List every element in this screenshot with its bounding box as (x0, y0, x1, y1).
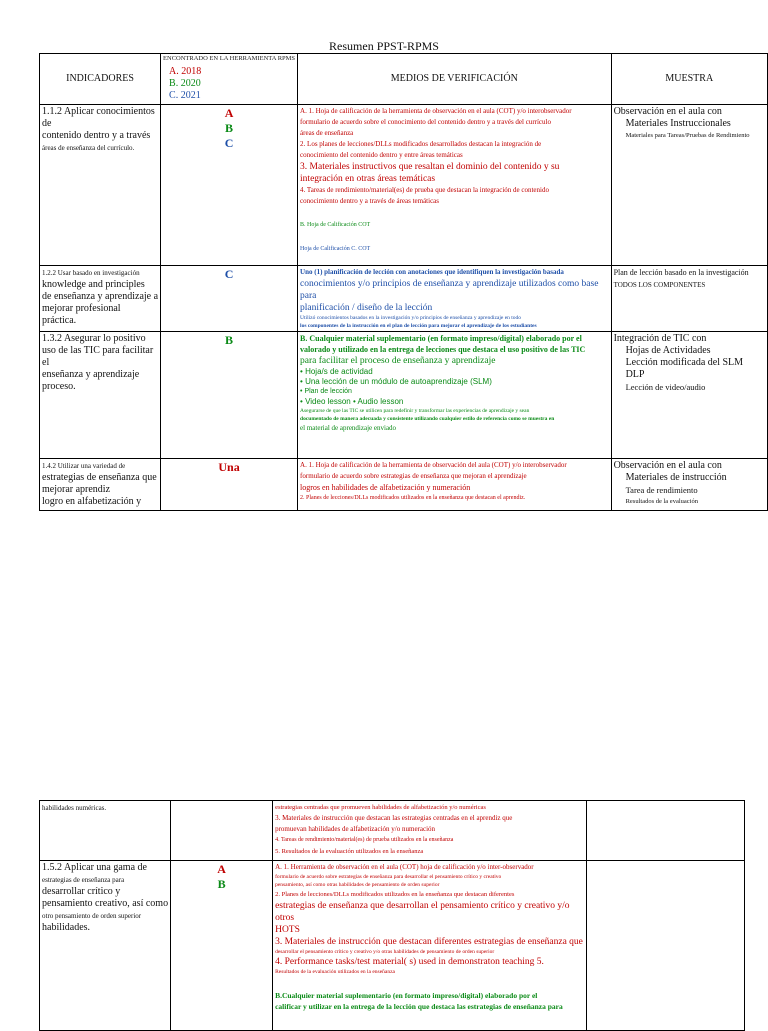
indicator-cell: 1.1.2 Aplicar conocimientos de contenido dentro y a través áreas de enseñanza del currículo. (40, 105, 161, 266)
mov-cell: A. 1. Hoja de calificación de la herramienta de observación en el aula (COT) y/o interobservador formulario de acuerdo sobre el conocimiento del contenido dentro y a través del currículo áreas de enseñanza 2. Los planes de lecciones/DLLs modificados desarrollados destacan la integración de conocimiento del contenido dentro y entre áreas temáticas 3. Materiales instructivos que resaltan el dominio del contenido y su integración en otras áreas temáticas 4. Tareas de rendimiento/material(es) de prueba que destacan la integración de contenido conocimiento dentro y a través de áreas temáticas B. Hoja de Calificación COT Hoja de Calificación C. COT (298, 105, 612, 266)
summary-table-continued (39, 800, 745, 1031)
indicator-cell: 1.2.2 Usar basado en investigación knowledge and principles de enseñanza y aprendizaje a mejorar profesional práctica. (40, 266, 161, 332)
mov-cell: B. Cualquier material suplementario (en formato impreso/digital) elaborado por el valorado y utilizado en la entrega de lecciones que destaca el uso positivo de las TIC para facilitar el proceso de enseñanza y aprendizaje • Hoja/s de actividad • Una lección de un módulo de autoaprendizaje (SLM) • Plan de lección • Video lesson • Audio lesson Asegurarse de que las TIC se utilicen para redefinir y transformar las experiencias de aprendizaje y sean documentado de manera adecuada y consistente utilizando cualquier estilo de referencia como se muestra en el material de aprendizaje enviado (298, 332, 612, 459)
year-a: A. 2018 (169, 66, 202, 77)
sample-cell: Plan de lección basado en la investigación TODOS LOS COMPONENTES (611, 266, 767, 332)
header-found (161, 54, 298, 105)
indicator-cell: 1.3.2 Asegurar lo positivo uso de las TIC para facilitar el enseñanza y aprendizaje proceso. (40, 332, 161, 459)
table-row (40, 266, 768, 332)
mov-cell: Uno (1) planificación de lección con anotaciones que identifiquen la investigación basada conocimientos y/o principios de enseñanza y aprendizaje utilizados como base para planificación / diseño de la lección Utilizó conocimientos basados en la investigación y/o principios de enseñanza y aprendizaje en todo los componentes de la instrucción en el plan de lección para mejorar el aprendizaje de los estudiantes (298, 266, 612, 332)
header-row (40, 54, 768, 105)
letters-cell: Una (161, 459, 298, 511)
table-row (40, 801, 745, 861)
mov-cell: estrategias centradas que promueven habilidades de alfabetización y/o numéricas 3. Materiales de instrucción que destacan las estrategias centradas en el aprendiz que promuevan habilidades de alfabetización y/o numeración 4. Tareas de rendimiento/material(es) de prueba utilizados en la enseñanza 5. Resultados de la evaluación utilizados en la enseñanza (273, 801, 587, 861)
sample-cell (587, 861, 745, 1031)
mov-cell: A. 1. Herramienta de observación en el aula (COT) hoja de calificación y/o inter-observador formulario de acuerdo sobre estrategias de enseñanza para desarrollar el pensamiento crítico y creativo pensamiento, así como otras habilidades de pensamiento de orden superior 2. Planes de lecciones/DLLs modificados utilizados en la enseñanza que destacan diferentes estrategias de enseñanza que desarrollan el pensamiento crítico y creativo y/o otros HOTS 3. Materiales de instrucción que destacan diferentes estrategias de enseñanza que desarrollar el pensamiento crítico y creativo y/o otras habilidades de pensamiento de orden superior 4. Performance tasks/test material( s) used in demonstraton teaching 5. Resultados de la evaluación utilizados en la enseñanza B.Cualquier material suplementario (en formato impreso/digital) elaborado por el calificar y utilizar en la entrega de la lección que destaca las estrategias de enseñanza para (273, 861, 587, 1031)
indicator-cell: habilidades numéricas. (40, 801, 171, 861)
letters-cell: C (161, 266, 298, 332)
table-row (40, 332, 768, 459)
sample-cell: Observación en el aula con Materiales Instruccionales Materiales para Tareas/Pruebas de Rendimiento (611, 105, 767, 266)
mov-cell: A. 1. Hoja de calificación de la herramienta de observación del aula (COT) y/o interobservador formulario de acuerdo sobre estrategias de enseñanza que mejoran el aprendizaje logros en habilidades de alfabetización y numeración 2. Planes de lecciones/DLLs modificados utilizados en la enseñanza que destacan el aprendiz. (298, 459, 612, 511)
indicator-cell: 1.5.2 Aplicar una gama de estrategias de enseñanza para desarrollar crítico y pensamiento creativo, así como otro pensamiento de orden superior habilidades. (40, 861, 171, 1031)
summary-table (39, 53, 768, 511)
header-mov: MEDIOS DE VERIFICACIÓN (298, 54, 612, 105)
header-sample: MUESTRA (611, 54, 767, 105)
indicator-cell: 1.4.2 Utilizar una variedad de estrategias de enseñanza que mejorar aprendiz logro en alfabetización y (40, 459, 161, 511)
letters-cell: A B (171, 861, 273, 1031)
table-row (40, 105, 768, 266)
sample-cell: Observación en el aula con Materiales de instrucción Tarea de rendimiento Resultados de la evaluación (611, 459, 767, 511)
table-row (40, 459, 768, 511)
header-indicators: INDICADORES (40, 54, 161, 105)
document-title: Resumen PPST-RPMS (329, 39, 439, 53)
sample-cell: Integración de TIC con Hojas de Actividades Lección modificada del SLM DLP Lección de video/audio (611, 332, 767, 459)
table-row (40, 861, 745, 1031)
found-label: ENCONTRADO EN LA HERRAMIENTA RPMS (163, 55, 296, 62)
letters-cell (171, 801, 273, 861)
year-c: C. 2021 (169, 90, 201, 101)
year-b: B. 2020 (169, 78, 201, 89)
sample-cell (587, 801, 745, 861)
letters-cell: A B C (161, 105, 298, 266)
letters-cell: B (161, 332, 298, 459)
